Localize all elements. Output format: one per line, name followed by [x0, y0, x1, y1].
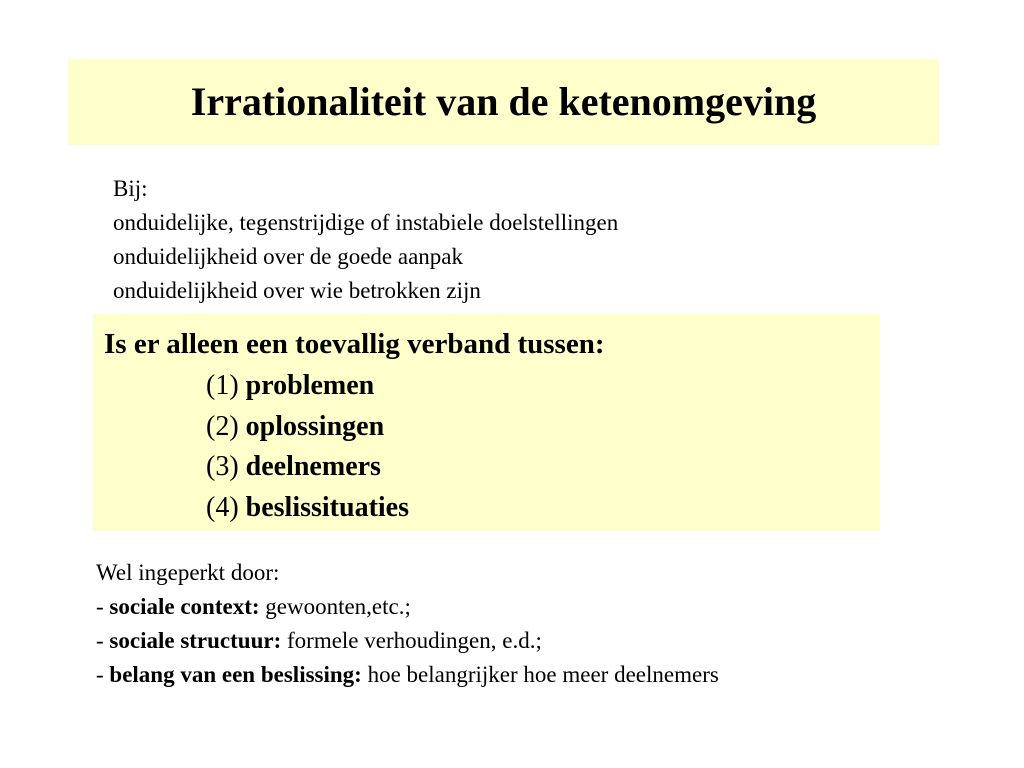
wel-rest: formele verhoudingen, e.d.;	[281, 628, 542, 653]
question-heading: Is er alleen een toevallig verband tussen:	[104, 328, 605, 360]
wel-key: sociale structuur:	[109, 628, 282, 653]
wel-item	[96, 590, 719, 624]
wel-rest: gewoonten,etc.;	[259, 594, 411, 619]
bij-line: onduidelijkheid over wie betrokken zijn	[113, 278, 481, 303]
bij-line: onduidelijke, tegenstrijdige of instabiele doelstellingen	[113, 210, 619, 235]
question-item	[206, 447, 409, 488]
wel-dash: -	[96, 662, 110, 687]
bij-heading: Bij:	[113, 176, 148, 201]
item-number: (1)	[206, 370, 246, 401]
question-item	[206, 366, 409, 407]
wel-section	[96, 556, 719, 692]
item-number: (4)	[206, 492, 246, 524]
item-term: problemen	[245, 370, 375, 401]
item-number: (3)	[206, 451, 246, 483]
bij-section	[113, 172, 618, 308]
wel-key: sociale context:	[109, 594, 260, 619]
wel-heading: Wel ingeperkt door:	[96, 560, 280, 585]
question-box	[93, 314, 880, 531]
bij-line: onduidelijkheid over de goede aanpak	[113, 244, 463, 269]
question-item	[206, 488, 409, 529]
wel-dash: -	[96, 628, 110, 653]
wel-dash: -	[96, 594, 110, 619]
wel-item	[96, 624, 719, 658]
item-term: oplossingen	[245, 410, 385, 442]
item-term: deelnemers	[245, 451, 381, 483]
title-banner	[68, 59, 939, 145]
question-item	[206, 407, 409, 448]
wel-rest: hoe belangrijker hoe meer deelnemers	[361, 662, 719, 687]
question-list	[206, 366, 409, 529]
slide-title: Irrationaliteit van de ketenomgeving	[190, 79, 817, 124]
item-term: beslissituaties	[245, 492, 410, 524]
item-number: (2)	[206, 410, 246, 442]
wel-item	[96, 658, 719, 692]
wel-key: belang van een beslissing:	[109, 662, 362, 687]
